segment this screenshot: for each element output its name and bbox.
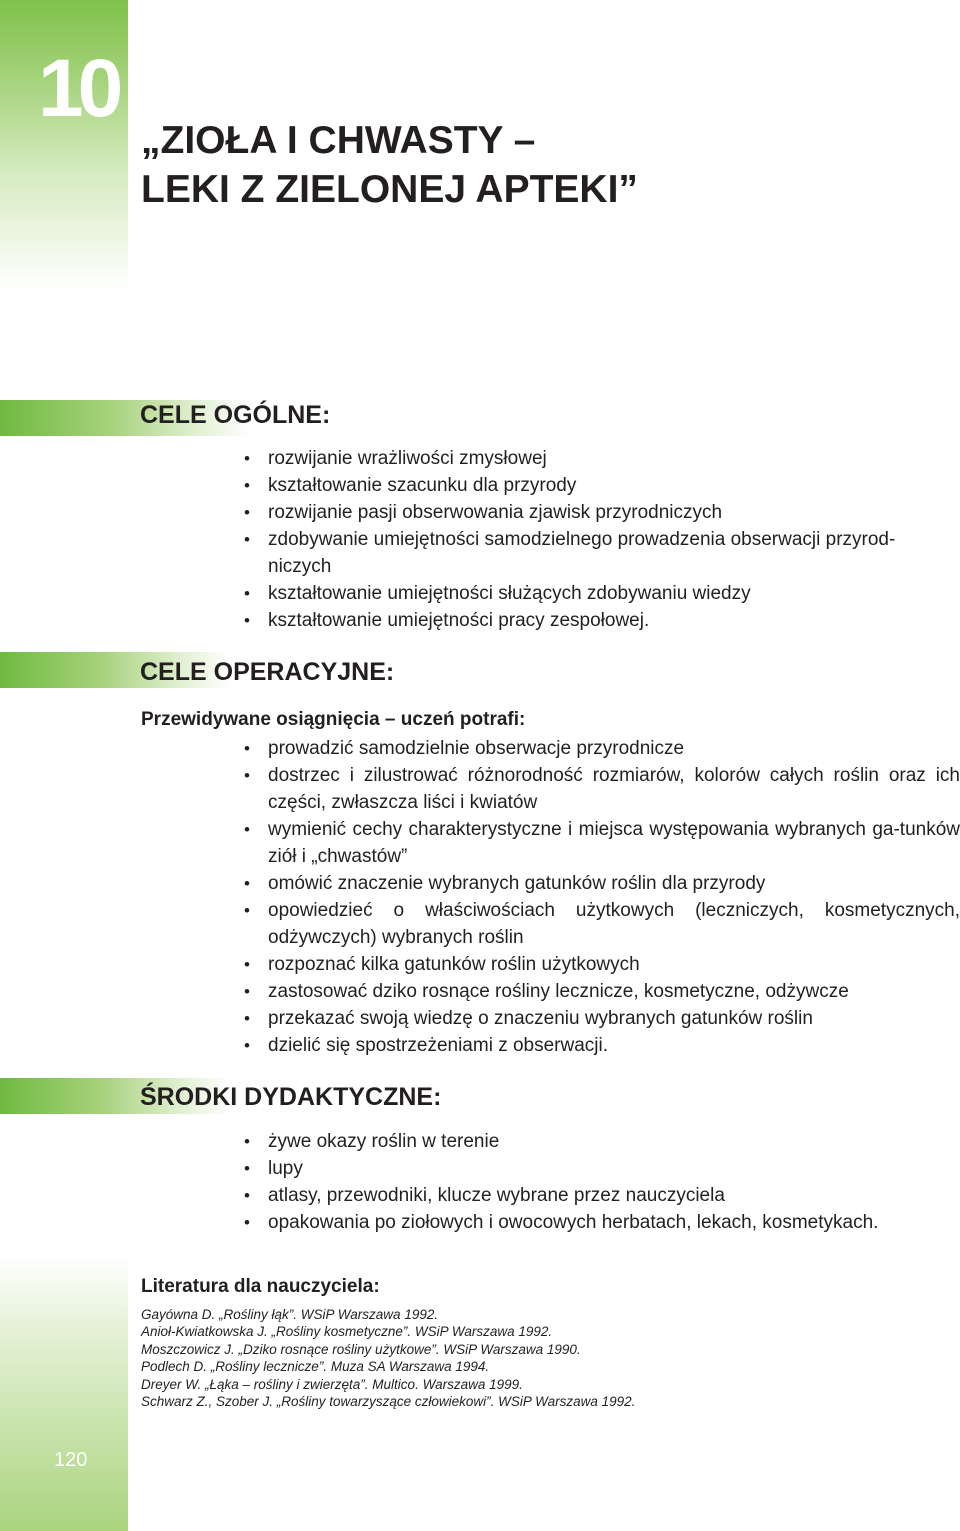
- list-item: • kształtowanie szacunku dla przyrody: [240, 472, 960, 499]
- list-item: • rozpoznać kilka gatunków roślin użytkowych: [240, 951, 960, 978]
- bullet-icon: •: [244, 820, 250, 839]
- bullet-icon: •: [244, 476, 250, 495]
- list-item: Dreyer W. „Łąka – rośliny i zwierzęta”. Multico. Warszawa 1999.: [141, 1376, 523, 1392]
- list-item: Gayówna D. „Rośliny łąk”. WSiP Warszawa 1992.: [141, 1307, 439, 1322]
- list-item: • dostrzec i zilustrować różnorodność rozmiarów, kolorów całych roślin oraz ich części, zwłaszcza liści i kwiatów: [240, 762, 960, 816]
- section-heading-cele-operacyjne: CELE OPERACYJNE:: [140, 658, 395, 686]
- bullet-icon: •: [244, 982, 250, 1001]
- bullet-icon: •: [244, 1132, 250, 1151]
- subheading-literatura: Literatura dla nauczyciela:: [141, 1276, 380, 1297]
- page-title: [141, 116, 638, 214]
- list-item: • zdobywanie umiejętności samodzielnego prowadzenia obserwacji przyrod-niczych: [240, 526, 936, 580]
- bullet-icon: •: [244, 955, 250, 974]
- list-item: • rozwijanie wrażliwości zmysłowej: [240, 445, 960, 472]
- bullet-icon: •: [244, 766, 250, 785]
- list-item: • zastosować dziko rosnące rośliny lecznicze, kosmetyczne, odżywcze: [240, 978, 960, 1005]
- list-item: • atlasy, przewodniki, klucze wybrane przez nauczyciela: [240, 1182, 960, 1209]
- list-item: • omówić znaczenie wybranych gatunków roślin dla przyrody: [240, 870, 960, 897]
- bullet-icon: •: [244, 901, 250, 920]
- literatura-list: [141, 1306, 635, 1410]
- bullet-icon: •: [244, 1159, 250, 1178]
- list-item: Anioł-Kwiatkowska J. „Rośliny kosmetyczne”. WSiP Warszawa 1992.: [141, 1324, 553, 1340]
- chapter-number: 10: [38, 43, 118, 134]
- bullet-icon: •: [244, 530, 250, 549]
- list-item: • wymienić cechy charakterystyczne i miejsca występowania wybranych ga-tunków ziół i „chwastów”: [240, 816, 960, 870]
- page-number: 120: [54, 1449, 88, 1471]
- list-item: • opowiedzieć o właściwościach użytkowych (leczniczych, kosmetycznych, odżywczych) wybranych roślin: [240, 897, 960, 951]
- bullet-icon: •: [244, 503, 250, 522]
- bullet-icon: •: [244, 1009, 250, 1028]
- list-item: Moszczowicz J. „Dziko rosnące rośliny użytkowe”. WSiP Warszawa 1990.: [141, 1341, 581, 1357]
- bullet-icon: •: [244, 584, 250, 603]
- section-heading-srodki: ŚRODKI DYDAKTYCZNE:: [140, 1083, 442, 1111]
- list-item: • lupy: [240, 1155, 960, 1182]
- bullet-icon: •: [244, 739, 250, 758]
- title-line-2: LEKI Z ZIELONEJ APTEKI”: [141, 168, 638, 211]
- list-item: • kształtowanie umiejętności pracy zespołowej.: [240, 607, 960, 634]
- bullet-icon: •: [244, 1213, 250, 1232]
- page-number-band: [0, 1256, 128, 1531]
- bullet-icon: •: [244, 1036, 250, 1055]
- bullet-icon: •: [244, 611, 250, 630]
- cele-ogolne-list: [240, 445, 960, 634]
- list-item: • rozwijanie pasji obserwowania zjawisk przyrodniczych: [240, 499, 960, 526]
- list-item: Podlech D. „Rośliny lecznicze”. Muza SA Warszawa 1994.: [141, 1359, 490, 1375]
- list-item: • żywe okazy roślin w terenie: [240, 1128, 960, 1155]
- section-heading-cele-ogolne: CELE OGÓLNE:: [140, 401, 331, 429]
- list-item: • opakowania po ziołowych i owocowych herbatach, lekach, kosmetykach.: [240, 1209, 960, 1236]
- bullet-icon: •: [244, 449, 250, 468]
- srodki-list: [240, 1128, 960, 1236]
- bullet-icon: •: [244, 874, 250, 893]
- list-item: Schwarz Z., Szober J. „Rośliny towarzyszące człowiekowi”. WSiP Warszawa 1992.: [141, 1394, 636, 1410]
- bullet-icon: •: [244, 1186, 250, 1205]
- title-line-1: „ZIOŁA I CHWASTY –: [141, 119, 536, 162]
- list-item: • dzielić się spostrzeżeniami z obserwacji.: [240, 1032, 960, 1059]
- cele-operacyjne-list: [240, 735, 960, 1059]
- subheading-osiagniecia: Przewidywane osiągnięcia – uczeń potrafi:: [141, 709, 526, 730]
- list-item: • przekazać swoją wiedzę o znaczeniu wybranych gatunków roślin: [240, 1005, 960, 1032]
- list-item: • prowadzić samodzielnie obserwacje przyrodnicze: [240, 735, 960, 762]
- list-item: • kształtowanie umiejętności służących zdobywaniu wiedzy: [240, 580, 960, 607]
